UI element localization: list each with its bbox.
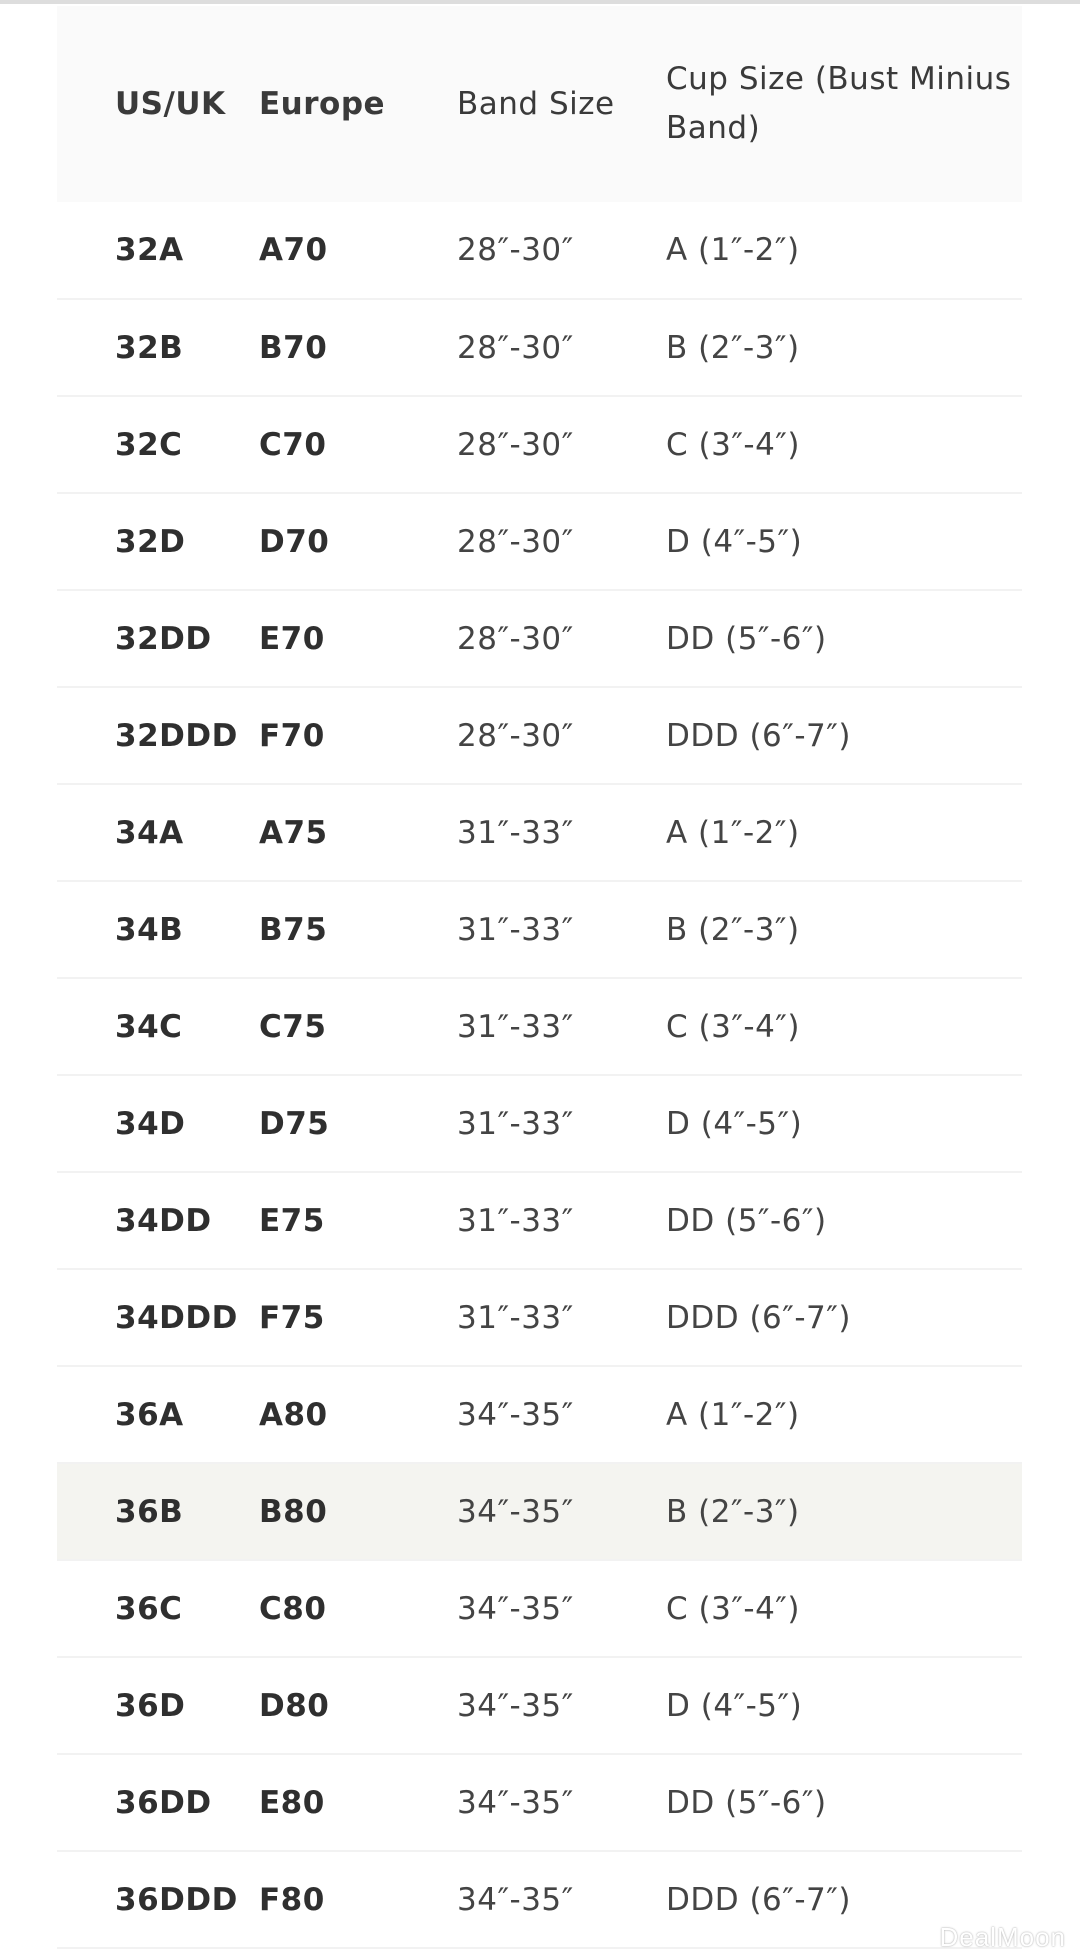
cell-europe: C80	[259, 1590, 327, 1627]
cell-band-size: 28″-30″	[457, 426, 574, 463]
cell-europe: E70	[259, 620, 325, 657]
table-row	[57, 881, 1022, 978]
cell-us-uk: 34DDD	[115, 1299, 238, 1336]
cell-europe: D70	[259, 523, 330, 560]
cell-cup-size: C (3″-4″)	[666, 1590, 800, 1627]
cell-europe: C75	[259, 1008, 327, 1045]
cell-band-size: 31″-33″	[457, 1202, 574, 1239]
table-row	[57, 1657, 1022, 1754]
cell-us-uk: 34B	[115, 911, 184, 948]
cell-cup-size: B (2″-3″)	[666, 329, 800, 366]
cell-us-uk: 32DD	[115, 620, 212, 657]
cell-cup-size: DDD (6″-7″)	[666, 717, 851, 754]
cell-cup-size: C (3″-4″)	[666, 426, 800, 463]
cell-europe: B70	[259, 329, 328, 366]
table-row	[57, 1463, 1022, 1560]
header-cup-size: Cup Size (Bust Minius Band)	[666, 61, 1012, 146]
cell-europe: C70	[259, 426, 327, 463]
table-row	[57, 590, 1022, 687]
cell-cup-size: DD (5″-6″)	[666, 1202, 827, 1239]
cell-us-uk: 36B	[115, 1493, 184, 1530]
cell-cup-size: DDD (6″-7″)	[666, 1881, 851, 1918]
cell-cup-size: A (1″-2″)	[666, 1396, 800, 1433]
cell-us-uk: 32B	[115, 329, 184, 366]
cell-us-uk: 34A	[115, 814, 184, 851]
cell-us-uk: 32D	[115, 523, 186, 560]
cell-us-uk: 34DD	[115, 1202, 212, 1239]
cell-europe: A70	[259, 232, 328, 268]
header-us-uk: US/UK	[115, 85, 226, 122]
cell-us-uk: 36C	[115, 1590, 183, 1627]
cell-us-uk: 36DD	[115, 1784, 212, 1821]
table-row	[57, 784, 1022, 881]
cell-band-size: 31″-33″	[457, 814, 574, 851]
cell-europe: F70	[259, 717, 325, 754]
cell-europe: A80	[259, 1396, 328, 1433]
cell-europe: B80	[259, 1493, 328, 1530]
cell-cup-size: C (3″-4″)	[666, 1008, 800, 1045]
cell-band-size: 28″-30″	[457, 717, 574, 754]
table-row	[57, 1851, 1022, 1948]
header-europe: Europe	[259, 85, 386, 122]
table-row	[57, 1366, 1022, 1463]
table-row	[57, 978, 1022, 1075]
cell-europe: D80	[259, 1687, 330, 1724]
cell-us-uk: 36D	[115, 1687, 186, 1724]
table-row	[57, 687, 1022, 784]
cell-band-size: 34″-35″	[457, 1590, 574, 1627]
cell-us-uk: 34C	[115, 1008, 183, 1045]
cell-us-uk: 36DDD	[115, 1881, 238, 1918]
table-row	[57, 1172, 1022, 1269]
table-row	[57, 1075, 1022, 1172]
table-row	[57, 299, 1022, 396]
table-header-row	[57, 6, 1022, 202]
table-row	[57, 1560, 1022, 1657]
cell-band-size: 28″-30″	[457, 329, 574, 366]
cell-band-size: 28″-30″	[457, 620, 574, 657]
cell-cup-size: DD (5″-6″)	[666, 1784, 827, 1821]
cell-cup-size: DDD (6″-7″)	[666, 1299, 851, 1336]
cell-europe: E75	[259, 1202, 325, 1239]
cell-band-size: 34″-35″	[457, 1493, 574, 1530]
cell-cup-size: D (4″-5″)	[666, 1105, 803, 1142]
cell-band-size: 31″-33″	[457, 1008, 574, 1045]
cell-band-size: 34″-35″	[457, 1784, 574, 1821]
cell-us-uk: 34D	[115, 1105, 186, 1142]
cell-europe: A75	[259, 814, 328, 851]
top-divider	[0, 0, 1080, 4]
cell-band-size: 34″-35″	[457, 1881, 574, 1918]
cell-europe: E80	[259, 1784, 325, 1821]
cell-cup-size: DD (5″-6″)	[666, 620, 827, 657]
cell-europe: F80	[259, 1881, 325, 1918]
cell-cup-size: A (1″-2″)	[666, 232, 800, 268]
cell-band-size: 34″-35″	[457, 1687, 574, 1724]
cell-cup-size: B (2″-3″)	[666, 1493, 800, 1530]
table-row	[57, 396, 1022, 493]
cell-cup-size: D (4″-5″)	[666, 1687, 803, 1724]
cell-cup-size: B (2″-3″)	[666, 911, 800, 948]
cell-europe: D75	[259, 1105, 330, 1142]
cell-us-uk: 36A	[115, 1396, 184, 1433]
header-band-size: Band Size	[457, 85, 615, 122]
cell-us-uk: 32DDD	[115, 717, 238, 754]
cell-band-size: 31″-33″	[457, 1299, 574, 1336]
table-row	[57, 1754, 1022, 1851]
table-body	[57, 202, 1022, 1948]
cell-cup-size: A (1″-2″)	[666, 814, 800, 851]
cell-us-uk: 32A	[115, 232, 184, 268]
bra-size-table	[57, 6, 1022, 1949]
cell-band-size: 28″-30″	[457, 523, 574, 560]
cell-europe: B75	[259, 911, 328, 948]
cell-band-size: 28″-30″	[457, 232, 574, 268]
table-row	[57, 1269, 1022, 1366]
dealmoon-watermark: DealMoon	[939, 1922, 1066, 1952]
cell-band-size: 31″-33″	[457, 1105, 574, 1142]
table-row	[57, 493, 1022, 590]
cell-band-size: 31″-33″	[457, 911, 574, 948]
table-row	[57, 202, 1022, 299]
cell-band-size: 34″-35″	[457, 1396, 574, 1433]
cell-cup-size: D (4″-5″)	[666, 523, 803, 560]
cell-us-uk: 32C	[115, 426, 183, 463]
cell-europe: F75	[259, 1299, 325, 1336]
